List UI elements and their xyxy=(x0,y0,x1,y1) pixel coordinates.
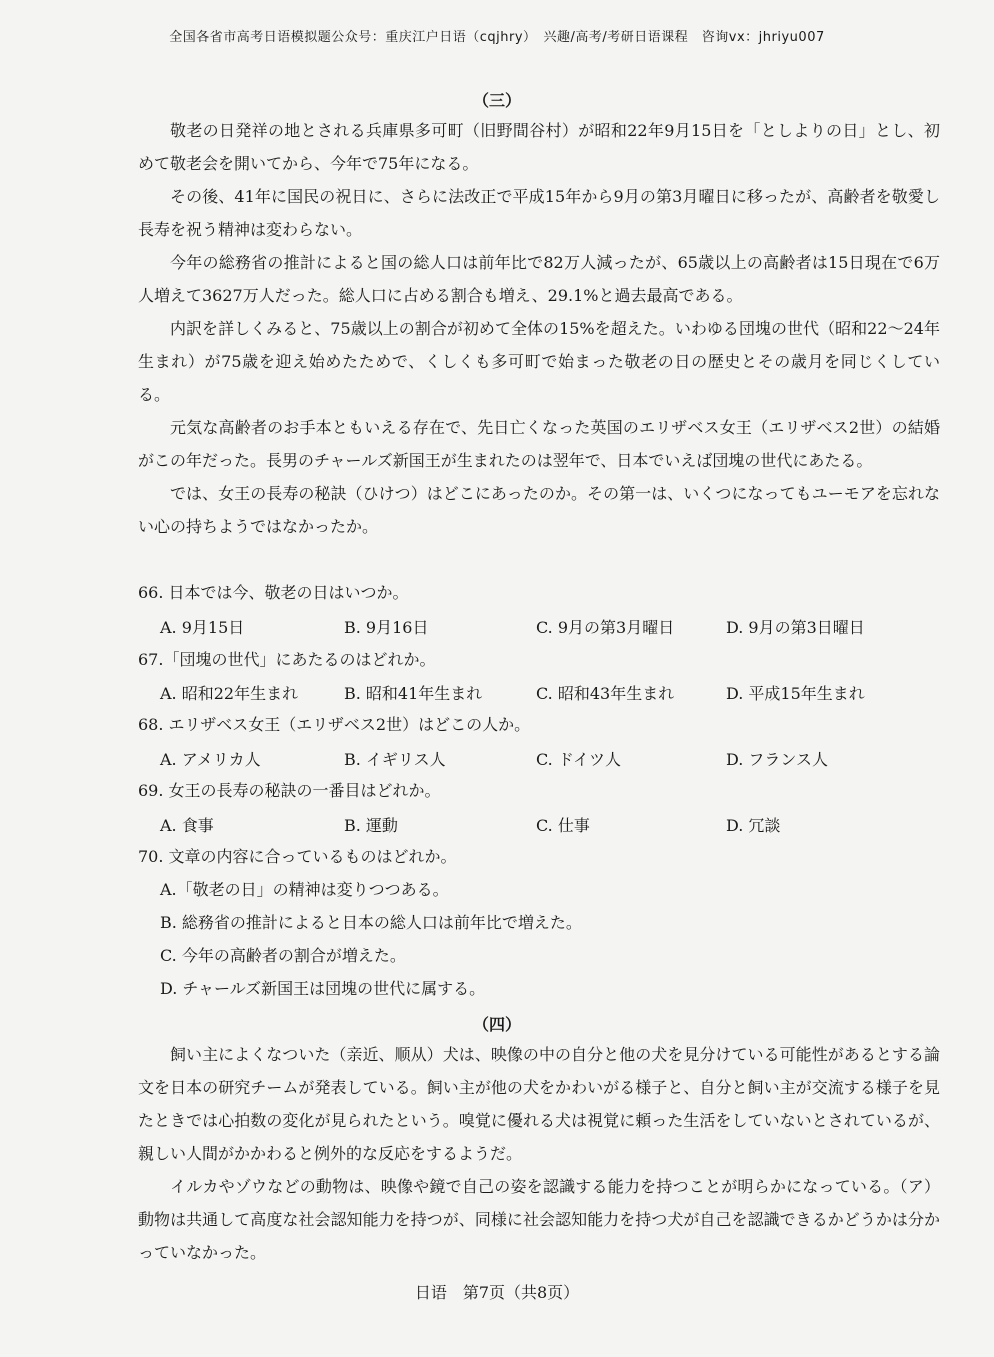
option-d[interactable]: D. フランス人 xyxy=(726,750,828,769)
page-footer: 日语 第7页（共8页） xyxy=(414,1283,580,1302)
question-66-options xyxy=(160,615,940,637)
question-67-options xyxy=(160,681,940,703)
option-b[interactable]: B. 9月16日 xyxy=(344,618,429,637)
section-3-passage xyxy=(138,114,940,543)
passage-paragraph: 今年の総務省の推計によると国の総人口は前年比で82万人減ったが、65歳以上の高齢者は15日現在で6万人増えて3627万人だった。総人口に占める割合も増え、29.1%と過去最高である。 xyxy=(138,253,940,305)
question-67: 67.「団塊の世代」にあたるのはどれか。 xyxy=(138,650,436,669)
passage-paragraph: 飼い主によくなついた（亲近、顺从）犬は、映像の中の自分と他の犬を見分けている可能性があるとする論文を日本の研究チームが発表している。飼い主が他の犬をかわいがる様子と、自分と飼い主が交流する様子を見たときでは心拍数の変化が見られたという。嗅覚に優れる犬は視覚に頼った生活をしていないとされているが、親しい人間がかかわると例外的な反応をするようだ。 xyxy=(138,1045,940,1163)
section-3-title: （三） xyxy=(472,91,521,110)
question-68-options xyxy=(160,747,940,769)
option-c[interactable]: C. 今年の高齢者の割合が増えた。 xyxy=(160,946,406,965)
option-c[interactable]: C. 昭和43年生まれ xyxy=(536,684,675,703)
question-68: 68. エリザベス女王（エリザベス2世）はどこの人か。 xyxy=(138,715,531,734)
option-c[interactable]: C. 仕事 xyxy=(536,816,590,835)
option-a[interactable]: A.「敬老の日」の精神は変りつつある。 xyxy=(160,880,449,899)
section-4-passage xyxy=(138,1038,940,1269)
option-b[interactable]: B. 昭和41年生まれ xyxy=(344,684,483,703)
question-70: 70. 文章の内容に合っているものはどれか。 xyxy=(138,847,457,866)
passage-paragraph: 元気な高齢者のお手本ともいえる存在で、先日亡くなった英国のエリザベス女王（エリザベス2世）の結婚がこの年だった。長男のチャールズ新国王が生まれたのは翌年で、日本でいえば団塊の世代にあたる。 xyxy=(138,418,940,470)
option-d[interactable]: D. 平成15年生まれ xyxy=(726,684,865,703)
option-a[interactable]: A. アメリカ人 xyxy=(160,750,261,769)
option-c[interactable]: C. 9月の第3月曜日 xyxy=(536,618,675,637)
passage-paragraph: イルカやゾウなどの動物は、映像や鏡で自己の姿を認識する能力を持つことが明らかになっている。（ア）動物は共通して高度な社会認知能力を持つが、同様に社会認知能力を持つ犬が自己を認識できるかどうかは分かっていなかった。 xyxy=(138,1177,940,1262)
option-d[interactable]: D. 冗談 xyxy=(726,816,781,835)
question-69-options xyxy=(160,813,940,835)
option-b[interactable]: B. イギリス人 xyxy=(344,750,446,769)
option-a[interactable]: A. 9月15日 xyxy=(160,618,245,637)
question-66: 66. 日本では今、敬老の日はいつか。 xyxy=(138,583,409,602)
option-b[interactable]: B. 運動 xyxy=(344,816,398,835)
option-d[interactable]: D. チャールズ新国王は団塊の世代に属する。 xyxy=(160,979,486,998)
passage-paragraph: 内訳を詳しくみると、75歳以上の割合が初めて全体の15%を超えた。いわゆる団塊の世代（昭和22～24年生まれ）が75歳を迎え始めたためで、くしくも多可町で始まった敬老の日の歴史とその歳月を同じくしている。 xyxy=(138,319,940,404)
question-69: 69. 女王の長寿の秘訣の一番目はどれか。 xyxy=(138,781,441,800)
option-b[interactable]: B. 総務省の推計によると日本の総人口は前年比で増えた。 xyxy=(160,913,582,932)
section-4-title: （四） xyxy=(472,1015,521,1034)
option-a[interactable]: A. 昭和22年生まれ xyxy=(160,684,299,703)
passage-paragraph: 敬老の日発祥の地とされる兵庫県多可町（旧野間谷村）が昭和22年9月15日を「としよりの日」とし、初めて敬老会を開いてから、今年で75年になる。 xyxy=(138,121,940,173)
option-a[interactable]: A. 食事 xyxy=(160,816,214,835)
passage-paragraph: その後、41年に国民の祝日に、さらに法改正で平成15年から9月の第3月曜日に移ったが、高齢者を敬愛し長寿を祝う精神は変わらない。 xyxy=(138,187,940,239)
page-header: 全国各省市高考日语模拟题公众号：重庆江户日语（cqjhry） 兴趣/高考/考研日语课程 咨询vx：jhriyu007 xyxy=(169,30,825,45)
option-c[interactable]: C. ドイツ人 xyxy=(536,750,622,769)
passage-paragraph: では、女王の長寿の秘訣（ひけつ）はどこにあったのか。その第一は、いくつになってもユーモアを忘れない心の持ちようではなかったか。 xyxy=(138,484,940,536)
option-d[interactable]: D. 9月の第3日曜日 xyxy=(726,618,865,637)
